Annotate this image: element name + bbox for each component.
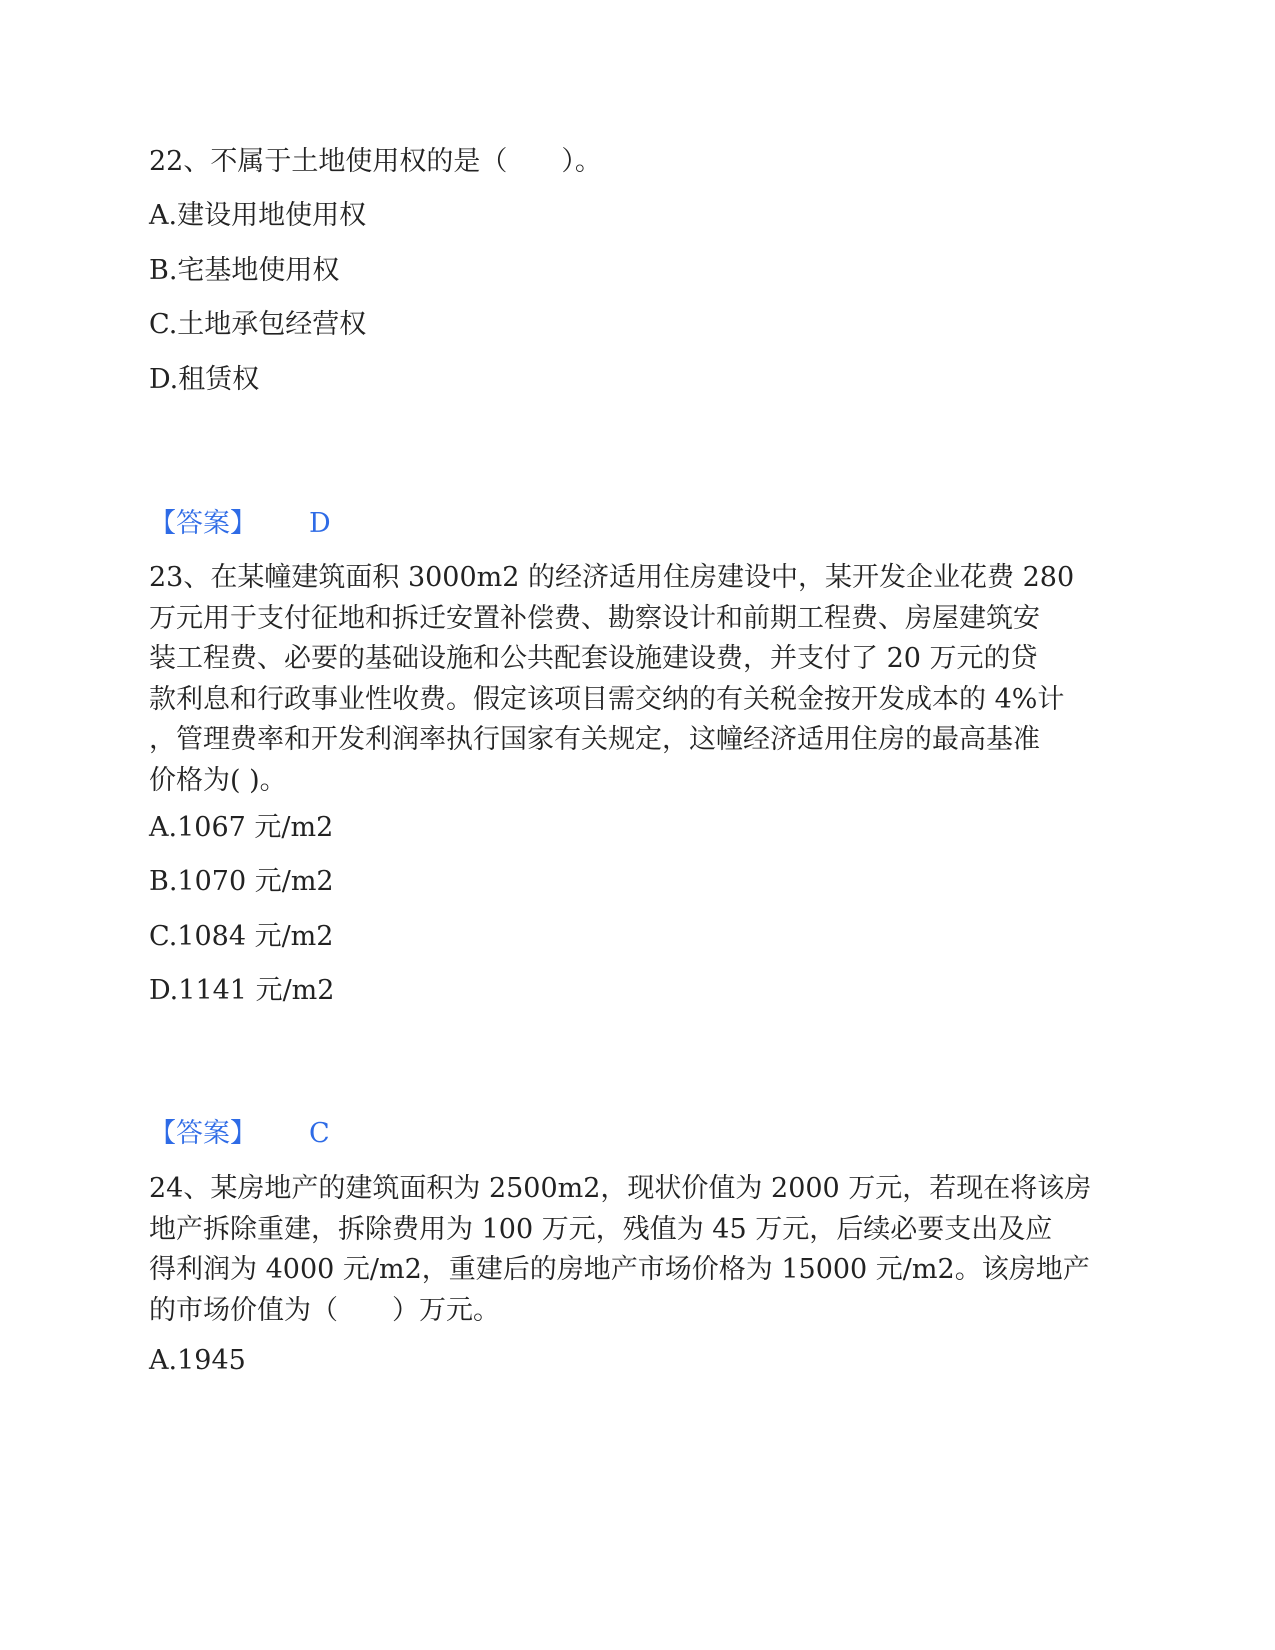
question-22-answer bbox=[149, 504, 331, 544]
question-22-option-d: D.租赁权 bbox=[149, 364, 260, 395]
answer-label: 【答案】 bbox=[149, 508, 257, 539]
question-22-option-b: B.宅基地使用权 bbox=[149, 255, 340, 286]
question-23-answer bbox=[149, 1114, 330, 1154]
answer-label: 【答案】 bbox=[149, 1118, 257, 1149]
question-23-option-a: A.1067 元/m2 bbox=[149, 812, 334, 843]
question-24-stem bbox=[149, 1169, 1109, 1331]
question-23-stem-line: 装工程费、必要的基础设施和公共配套设施建设费，并支付了 20 万元的贷 bbox=[149, 643, 1038, 674]
question-22-option-a: A.建设用地使用权 bbox=[149, 200, 367, 231]
question-23-option-d: D.1141 元/m2 bbox=[149, 975, 335, 1006]
question-23-stem-line: 万元用于支付征地和拆迁安置补偿费、勘察设计和前期工程费、房屋建筑安 bbox=[149, 602, 1040, 634]
answer-value: D bbox=[309, 508, 331, 539]
question-23-option-b: B.1070 元/m2 bbox=[149, 866, 334, 897]
question-22-stem: 22、不属于土地使用权的是（ ）。 bbox=[149, 146, 602, 177]
answer-value: C bbox=[309, 1118, 330, 1149]
question-24-stem-line: 的市场价值为（ ）万元。 bbox=[149, 1294, 500, 1326]
question-23-stem-line: 价格为( )。 bbox=[149, 764, 287, 796]
question-24-stem-line: 得利润为 4000 元/m2，重建后的房地产市场价格为 15000 元/m2。该房地产 bbox=[149, 1254, 1090, 1285]
question-24-stem-line: 24、某房地产的建筑面积为 2500m2，现状价值为 2000 万元，若现在将该房 bbox=[149, 1173, 1092, 1204]
question-22-option-c: C.土地承包经营权 bbox=[149, 309, 367, 340]
question-23-stem-line: ，管理费率和开发利润率执行国家有关规定，这幢经济适用住房的最高基准 bbox=[149, 724, 1040, 755]
question-23-option-c: C.1084 元/m2 bbox=[149, 921, 334, 952]
question-23-stem-line: 23、在某幢建筑面积 3000m2 的经济适用住房建设中，某开发企业花费 280 bbox=[149, 562, 1075, 593]
question-23-stem-line: 款利息和行政事业性收费。假定该项目需交纳的有关税金按开发成本的 4%计 bbox=[149, 683, 1065, 715]
question-24-stem-line: 地产拆除重建，拆除费用为 100 万元，残值为 45 万元，后续必要支出及应 bbox=[149, 1213, 1053, 1245]
question-23-stem bbox=[149, 558, 1109, 801]
question-24-option-a: A.1945 bbox=[149, 1345, 246, 1376]
